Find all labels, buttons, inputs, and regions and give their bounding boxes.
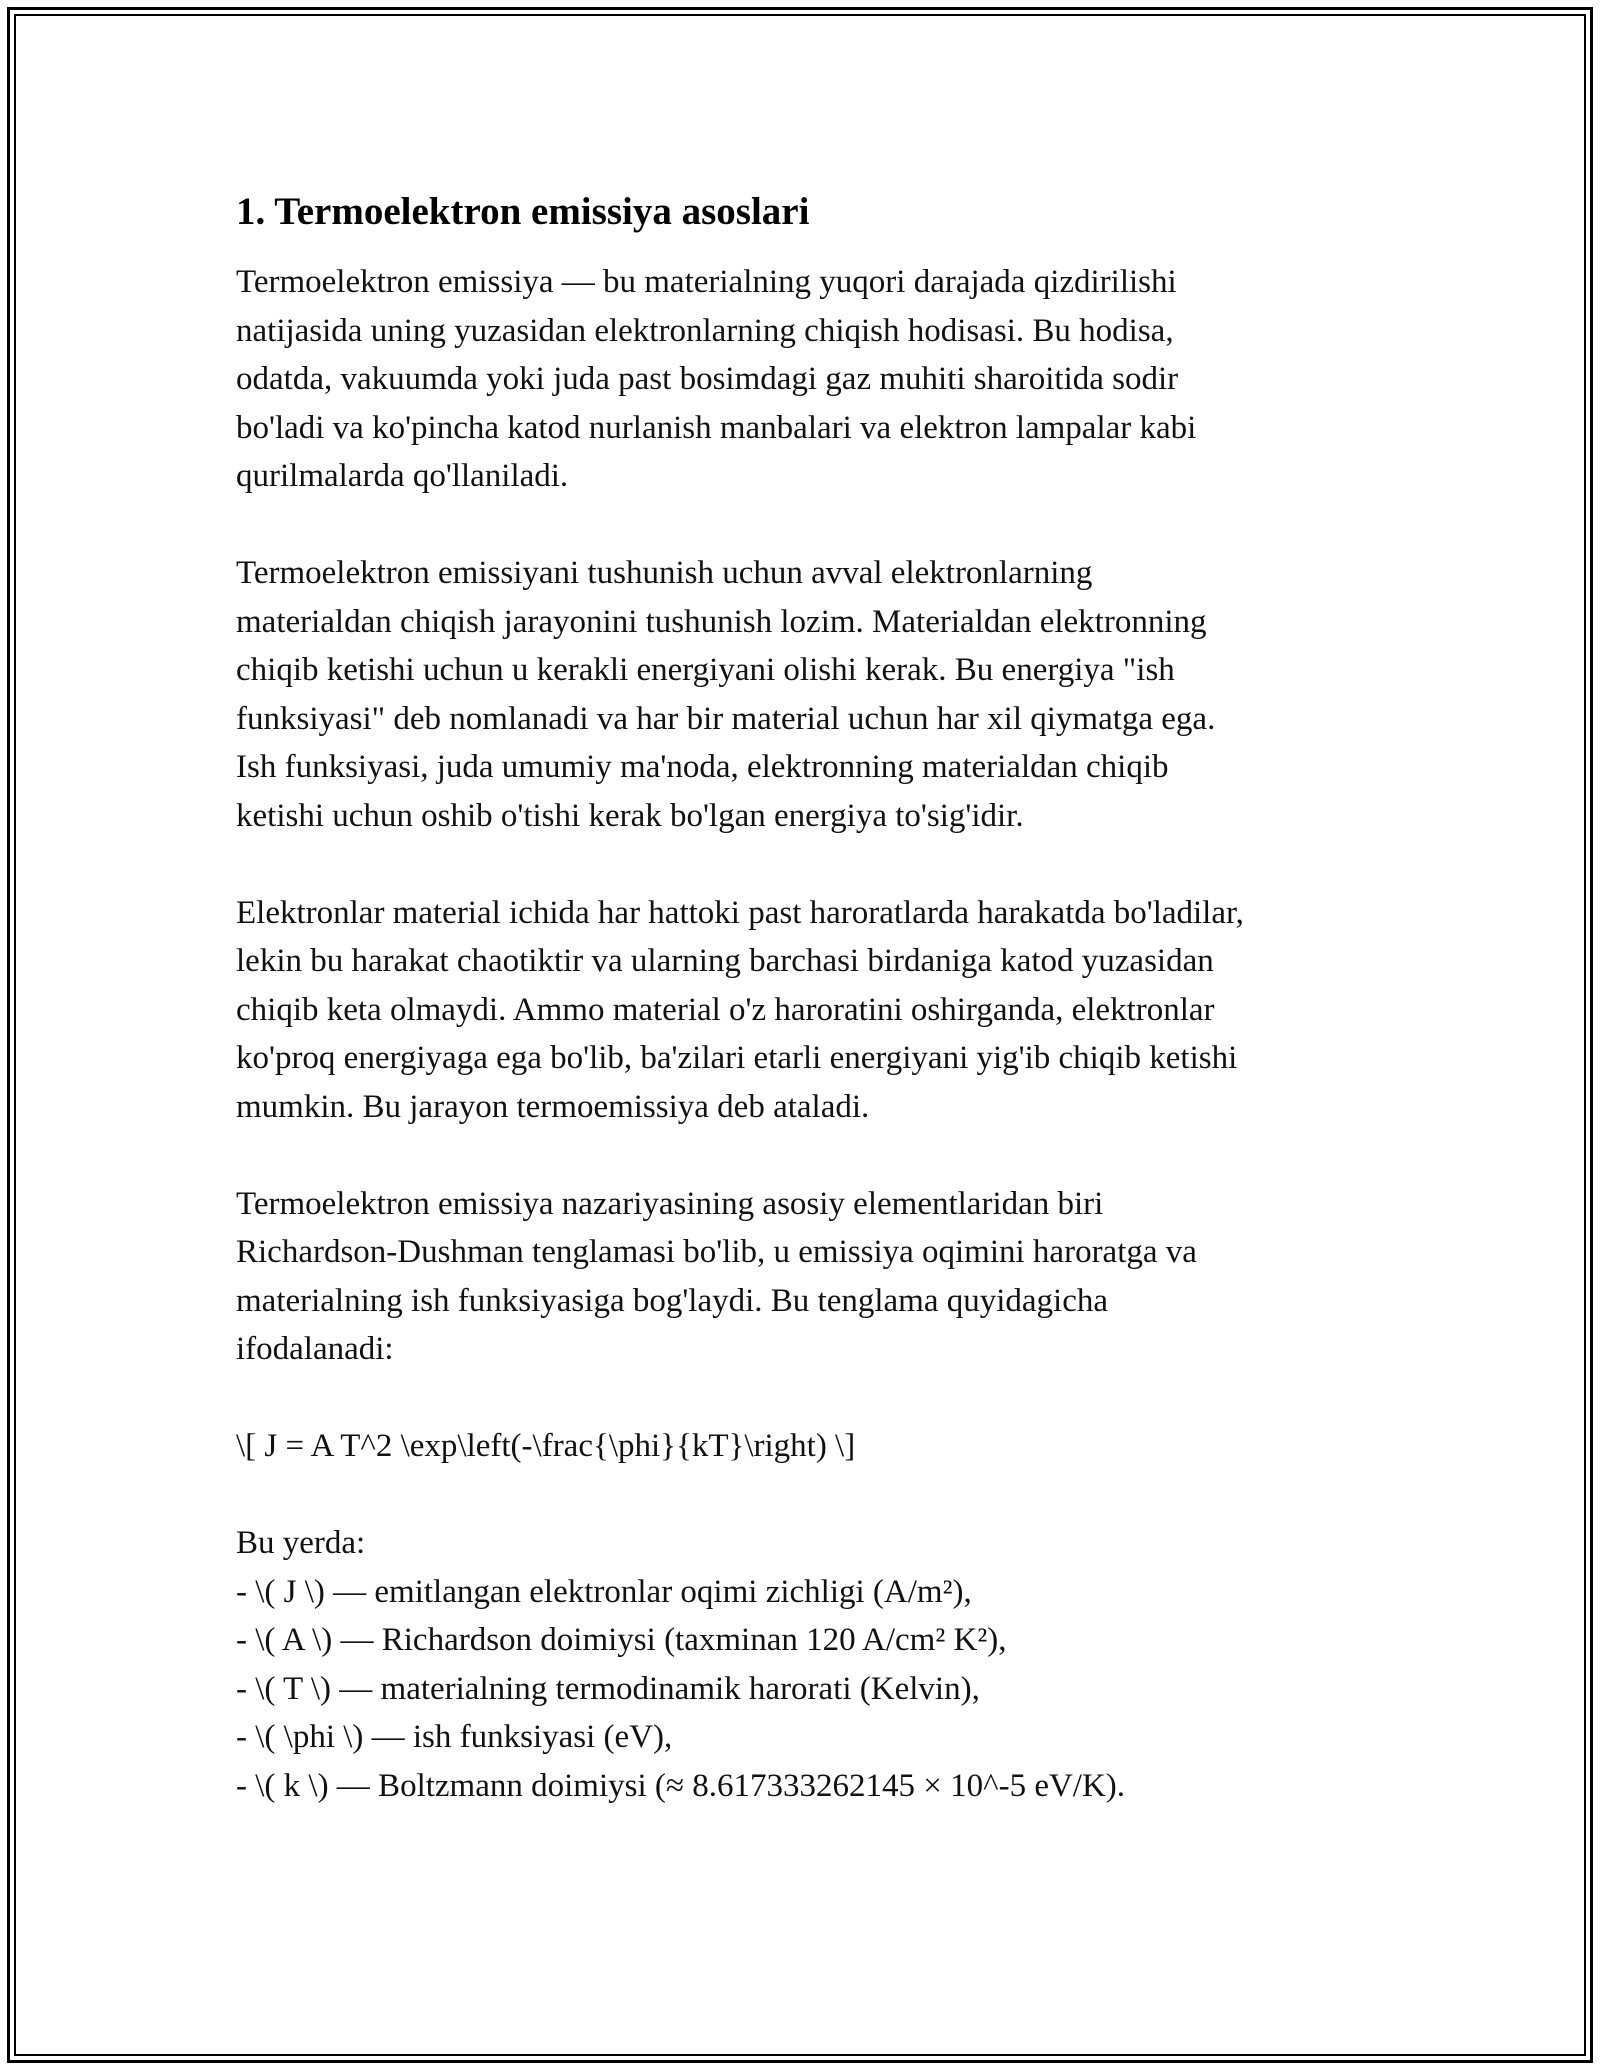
richardson-dushman-formula: \[ J = A T^2 \exp\left(-\frac{\phi}{kT}\right) \] bbox=[236, 1428, 856, 1464]
legend-item-t: - \( T \) — materialning termodinamik harorati (Kelvin), bbox=[236, 1670, 980, 1707]
paragraph-definition: Termoelektron emissiya — bu materialning yuqori darajada qizdirilishi natijasida uning yuzasidan elektronlarning chiqish hodisasi. Bu hodisa, odatda, vakuumda yoki juda past bosimdagi gaz muhiti sharoitida sodir bo'ladi va ko'pincha katod nurlanish manbalari va elektron lampalar kabi qurilmalarda qo'llaniladi. bbox=[236, 264, 1197, 494]
paragraph-electron-motion: Elektronlar material ichida har hattoki past haroratlarda harakatda bo'ladilar, lekin bu harakat chaotiktir va ularning barchasi birdaniga katod yuzasidan chiqib keta olmaydi. Ammo material o'z haroratini oshirganda, elektronlar ko'proq energiyaga ega bo'lib, ba'zilari etarli energiyani yig'ib chiqib ketishi mumkin. Bu jarayon termoemissiya deb ataladi. bbox=[236, 894, 1244, 1125]
legend-item-j: - \( J \) — emitlangan elektronlar oqimi zichligi (A/m²), bbox=[236, 1573, 972, 1610]
paragraph-work-function: Termoelektron emissiyani tushunish uchun avval elektronlarning materialdan chiqish jarayonini tushunish lozim. Materialdan elektronning chiqib ketishi uchun u kerakli energiyani olishi kerak. Bu energiya "ish funksiyasi" deb nomlanadi va har bir material uchun har xil qiymatga ega. Ish funksiyasi, juda umumiy ma'noda, elektronning materialdan chiqib ketishi uchun oshib o'tishi kerak bo'lgan energiya to'sig'idir. bbox=[236, 555, 1216, 834]
paragraph-richardson-intro: Termoelektron emissiya nazariyasining asosiy elementlaridan biri Richardson-Dushman tenglamasi bo'lib, u emissiya oqimini haroratga va materialning ish funksiyasiga bog'laydi. Bu tenglama quyidagicha ifodalanadi: bbox=[236, 1185, 1197, 1367]
legend-intro: Bu yerda: bbox=[236, 1525, 366, 1561]
legend-item-a: - \( A \) — Richardson doimiysi (taxminan 120 A/cm² K²), bbox=[236, 1622, 1007, 1658]
document-body bbox=[236, 188, 1366, 1810]
legend-item-phi: - \( \phi \) — ish funksiyasi (eV), bbox=[236, 1719, 673, 1755]
variable-legend-list bbox=[236, 1568, 1366, 1811]
section-title: 1. Termoelektron emissiya asoslari bbox=[236, 190, 810, 233]
legend-item-k: - \( k \) — Boltzmann doimiysi (≈ 8.617333262145 × 10^-5 eV/K). bbox=[236, 1767, 1126, 1804]
